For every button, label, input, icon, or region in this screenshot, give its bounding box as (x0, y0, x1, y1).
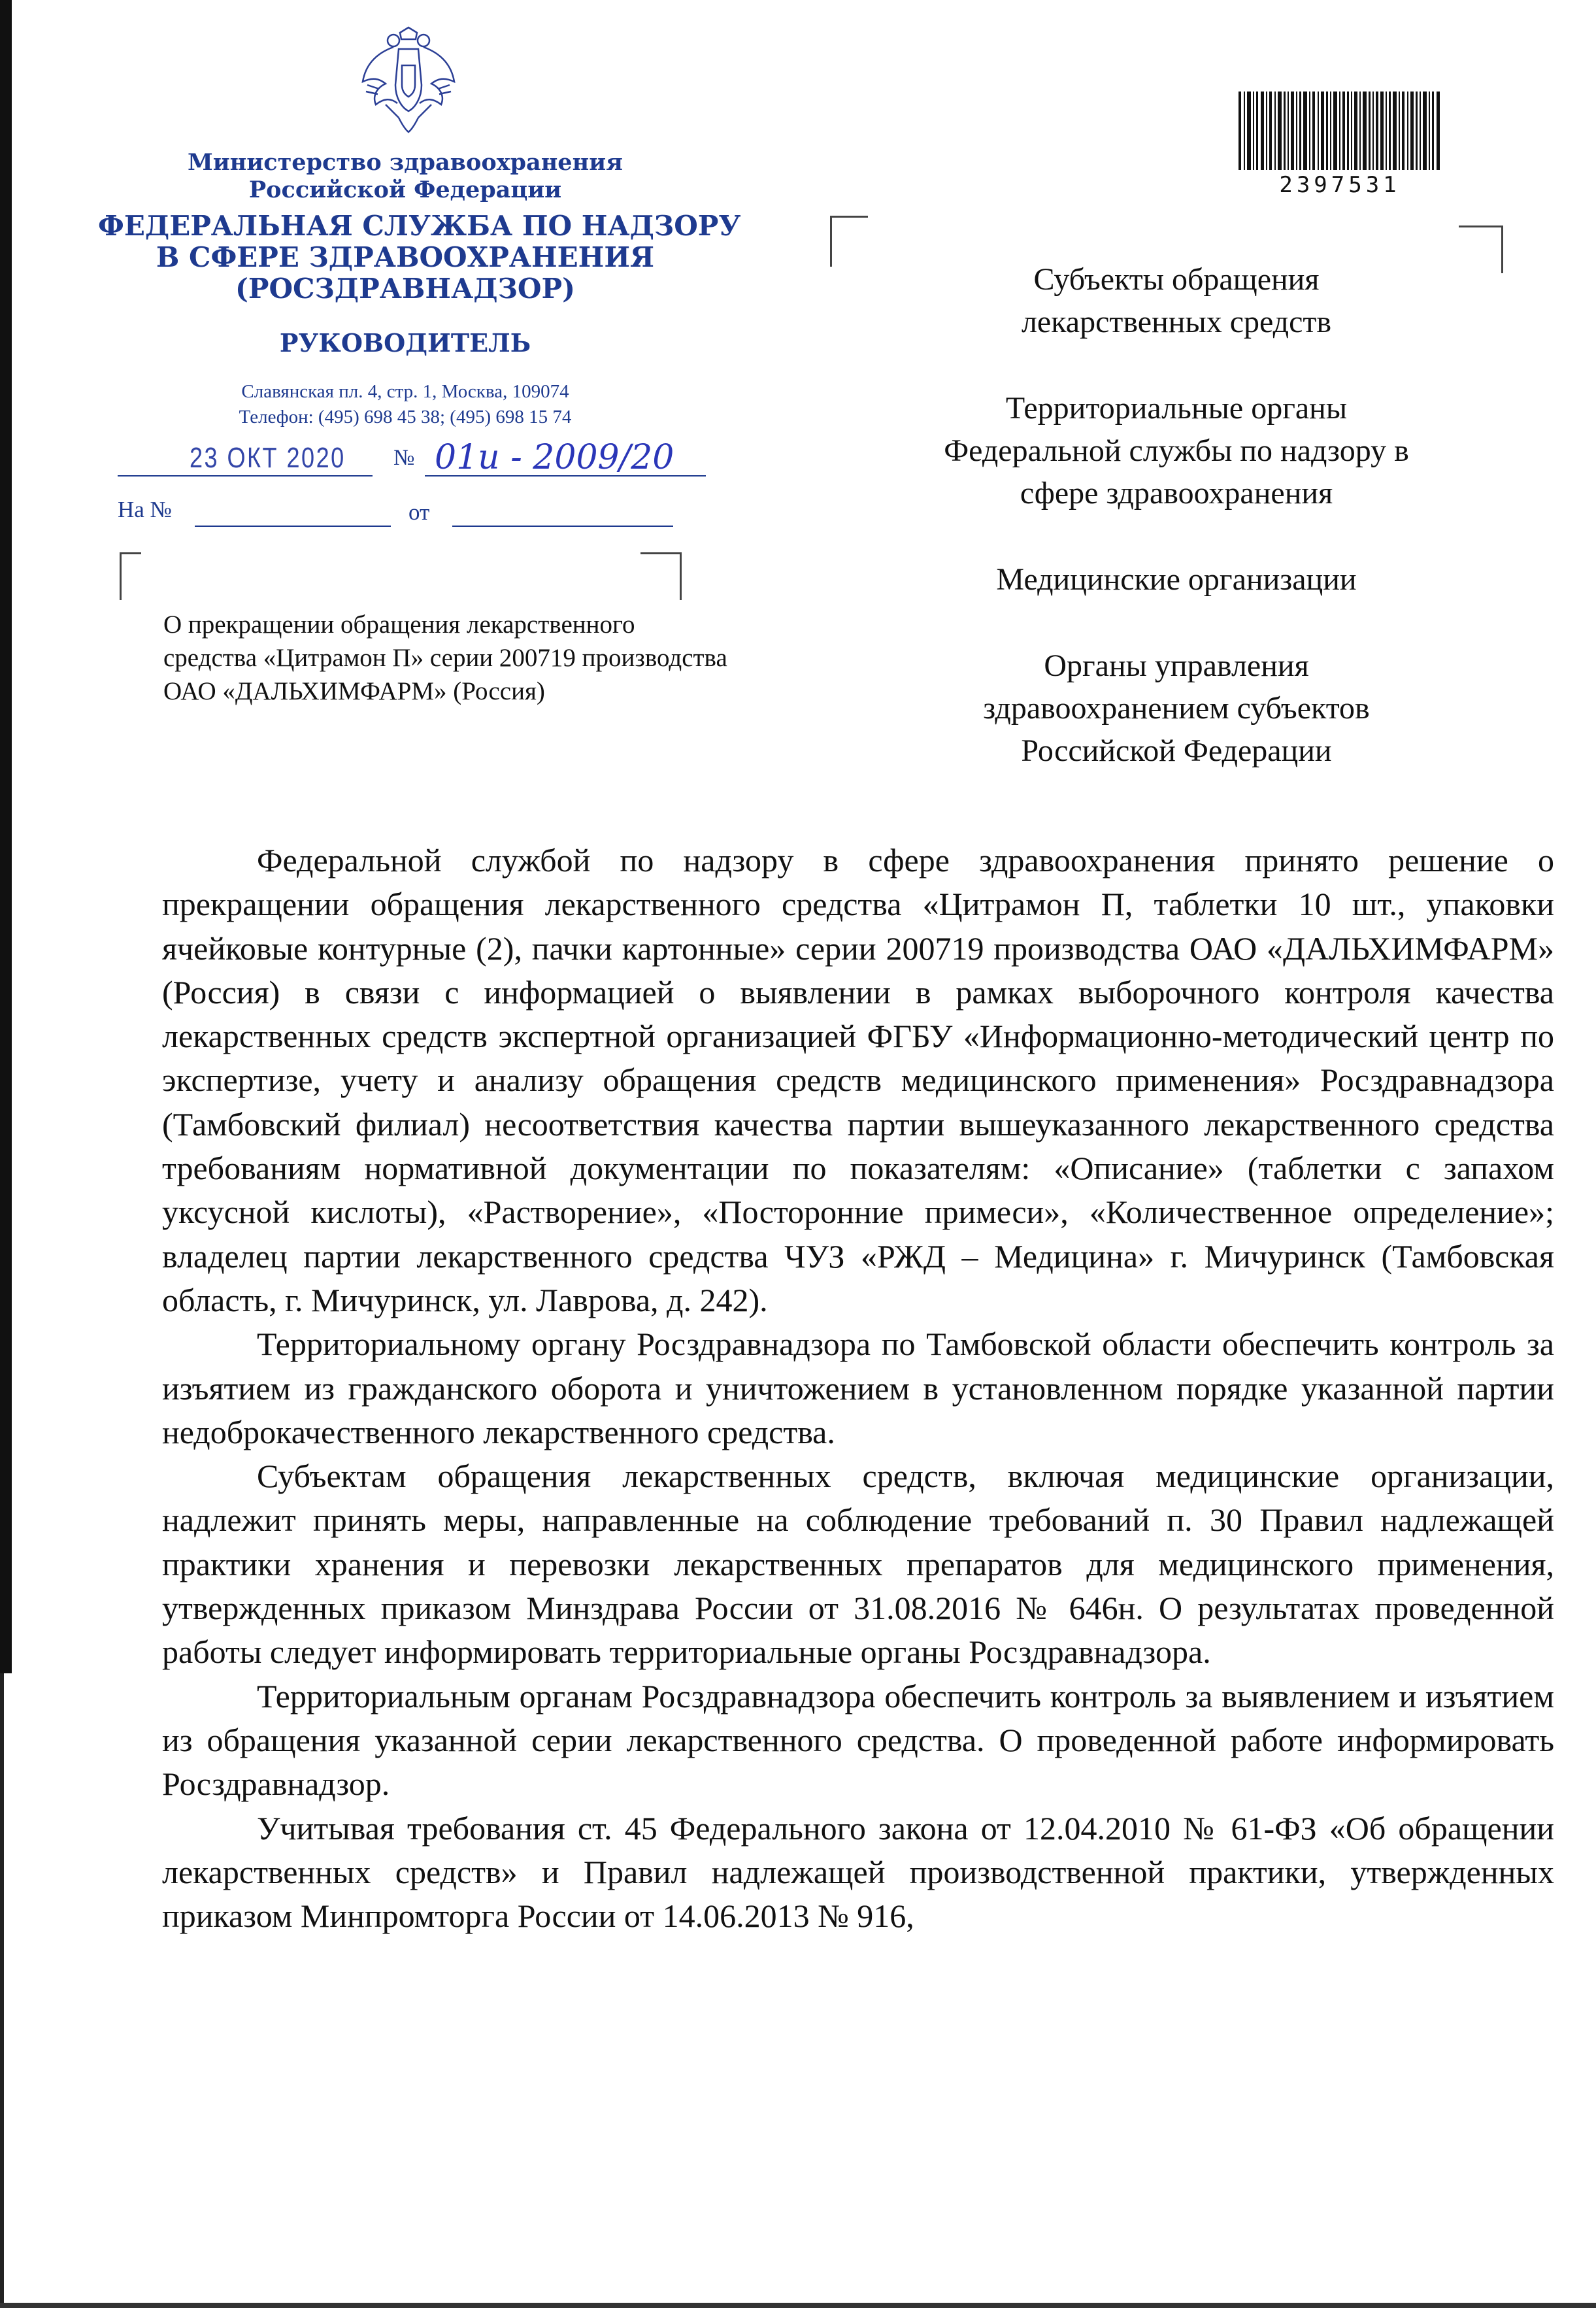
service-line-2: В СФЕРЕ ЗДРАВООХРАНЕНИЯ (156, 241, 655, 273)
address-line: Славянская пл. 4, стр. 1, Москва, 109074 (241, 381, 569, 402)
reference-date-blank (452, 526, 673, 527)
ministry-line-1: Министерство здравоохранения (187, 149, 623, 176)
addressee-line: Территориальные органы (1005, 391, 1348, 426)
addressee-group (869, 558, 1484, 601)
subject-block (163, 608, 850, 708)
addressee-line: Органы управления (1044, 648, 1309, 683)
addressee-corner-left (830, 216, 868, 267)
reference-label: На № (118, 497, 172, 522)
reference-line (118, 497, 709, 529)
body-paragraph-5: Учитывая требования ст. 45 Федерального закона от 12.04.2010 № 61-ФЗ «Об обращении лекарственных средств» и Правил надлежащей производственной практики, утвержденных приказом Минпромторга России от 14.06.2013 № 916, (162, 1809, 1554, 1935)
date-underline (118, 475, 373, 477)
registration-line (118, 438, 709, 477)
addressee-block (869, 258, 1484, 816)
addressee-line: сфере здравоохранения (1020, 476, 1333, 510)
head-title: РУКОВОДИТЕЛЬ (279, 328, 531, 358)
subject-line-3: ОАО «ДАЛЬХИМФАРМ» (Россия) (163, 677, 545, 705)
body-paragraph-2: Территориальному органу Росздравнадзора по Тамбовской области обеспечить контроль за изъятием из гражданского оборота и уничтожением в установленном порядке указанной партии недоброкачественного лекарственного средства. (162, 1326, 1554, 1450)
addressee-line: здравоохранением субъектов (983, 691, 1370, 726)
subject-line-2: средства «Цитрамон П» серии 200719 производства (163, 644, 727, 672)
body-paragraph-4: Территориальным органам Росздравнадзора обеспечить контроль за выявлением и изъятием из обращения указанной серии лекарственного средства. О проведенной работе информировать Росздравнадзор. (162, 1677, 1554, 1803)
addressee-line: Федеральной службы по надзору в (944, 433, 1409, 468)
number-label: № (393, 446, 415, 470)
registration-date-stamp: 23 ОКТ 2020 (190, 442, 346, 474)
registration-number-handwritten: 01и - 2009/20 (435, 438, 674, 477)
addressee-group (869, 258, 1484, 343)
addressee-line: Российской Федерации (1021, 733, 1332, 768)
addressee-line: Субъекты обращения (1033, 262, 1320, 297)
scan-edge-bottom (0, 2303, 1596, 2308)
subject-corner-right (640, 552, 682, 600)
coat-of-arms-emblem (359, 26, 457, 134)
service-name (98, 210, 741, 305)
phone-line: Телефон: (495) 698 45 38; (495) 698 15 74 (239, 407, 572, 427)
service-line-1: ФЕДЕРАЛЬНАЯ СЛУЖБА ПО НАДЗОРУ (98, 210, 741, 242)
barcode-number: 2397531 (1279, 172, 1401, 198)
subject-corner-left (120, 552, 141, 600)
addressee-line: лекарственных средств (1021, 305, 1332, 339)
scan-edge-left-lower (0, 1673, 4, 2308)
scan-edge-left (0, 0, 12, 1673)
barcode-image (1239, 92, 1441, 170)
addressee-group (869, 644, 1484, 772)
ministry-line-2: Российской Федерации (248, 176, 562, 203)
reference-number-blank (195, 526, 391, 527)
subject-line-1: О прекращении обращения лекарственного (163, 610, 635, 639)
addressee-group (869, 387, 1484, 514)
reference-from-label: от (408, 499, 430, 525)
letterhead-address (98, 379, 712, 430)
service-line-3: (РОСЗДРАВНАДЗОР) (235, 273, 575, 305)
letter-body (162, 839, 1554, 1938)
body-paragraph-3: Субъектам обращения лекарственных средств, включая медицинские организации, надлежит принять меры, направленные на соблюдение требований п. 30 Правил надлежащей практики хранения и перевозки лекарственных препаратов для медицинского применения, утвержденных приказом Минздрава России от 31.08.2016 № 646н. О результатах проведенной работы следует информировать территориальные органы Росздравнадзора. (162, 1458, 1554, 1671)
body-paragraph-1: Федеральной службой по надзору в сфере здравоохранения принято решение о прекращении обращения лекарственного средства «Цитрамон П, таблетки 10 шт., упаковки ячейковые контурные (2), пачки картонные» серии 200719 производства ОАО «ДАЛЬХИМФАРМ» (Россия) в связи с информацией о выявлении в рамках выборочного контроля качества лекарственных средств экспертной организацией ФГБУ «Информационно-методический центр по экспертизе, учету и анализу обращения средств медицинского применения» Росздравнадзора (Тамбовский филиал) несоответствия качества партии вышеуказанного лекарственного средства требованиям нормативной документации по показателям: «Описание» (таблетки с запахом уксусной кислоты), «Растворение», «Посторонние примеси», «Количественное определение»; владелец партии лекарственного средства ЧУЗ «РЖД – Медицина» г. Мичуринск (Тамбовская область, г. Мичуринск, ул. Лаврова, д. 242). (162, 842, 1554, 1318)
addressee-line: Медицинские организации (996, 562, 1357, 597)
ministry-name (98, 149, 712, 204)
